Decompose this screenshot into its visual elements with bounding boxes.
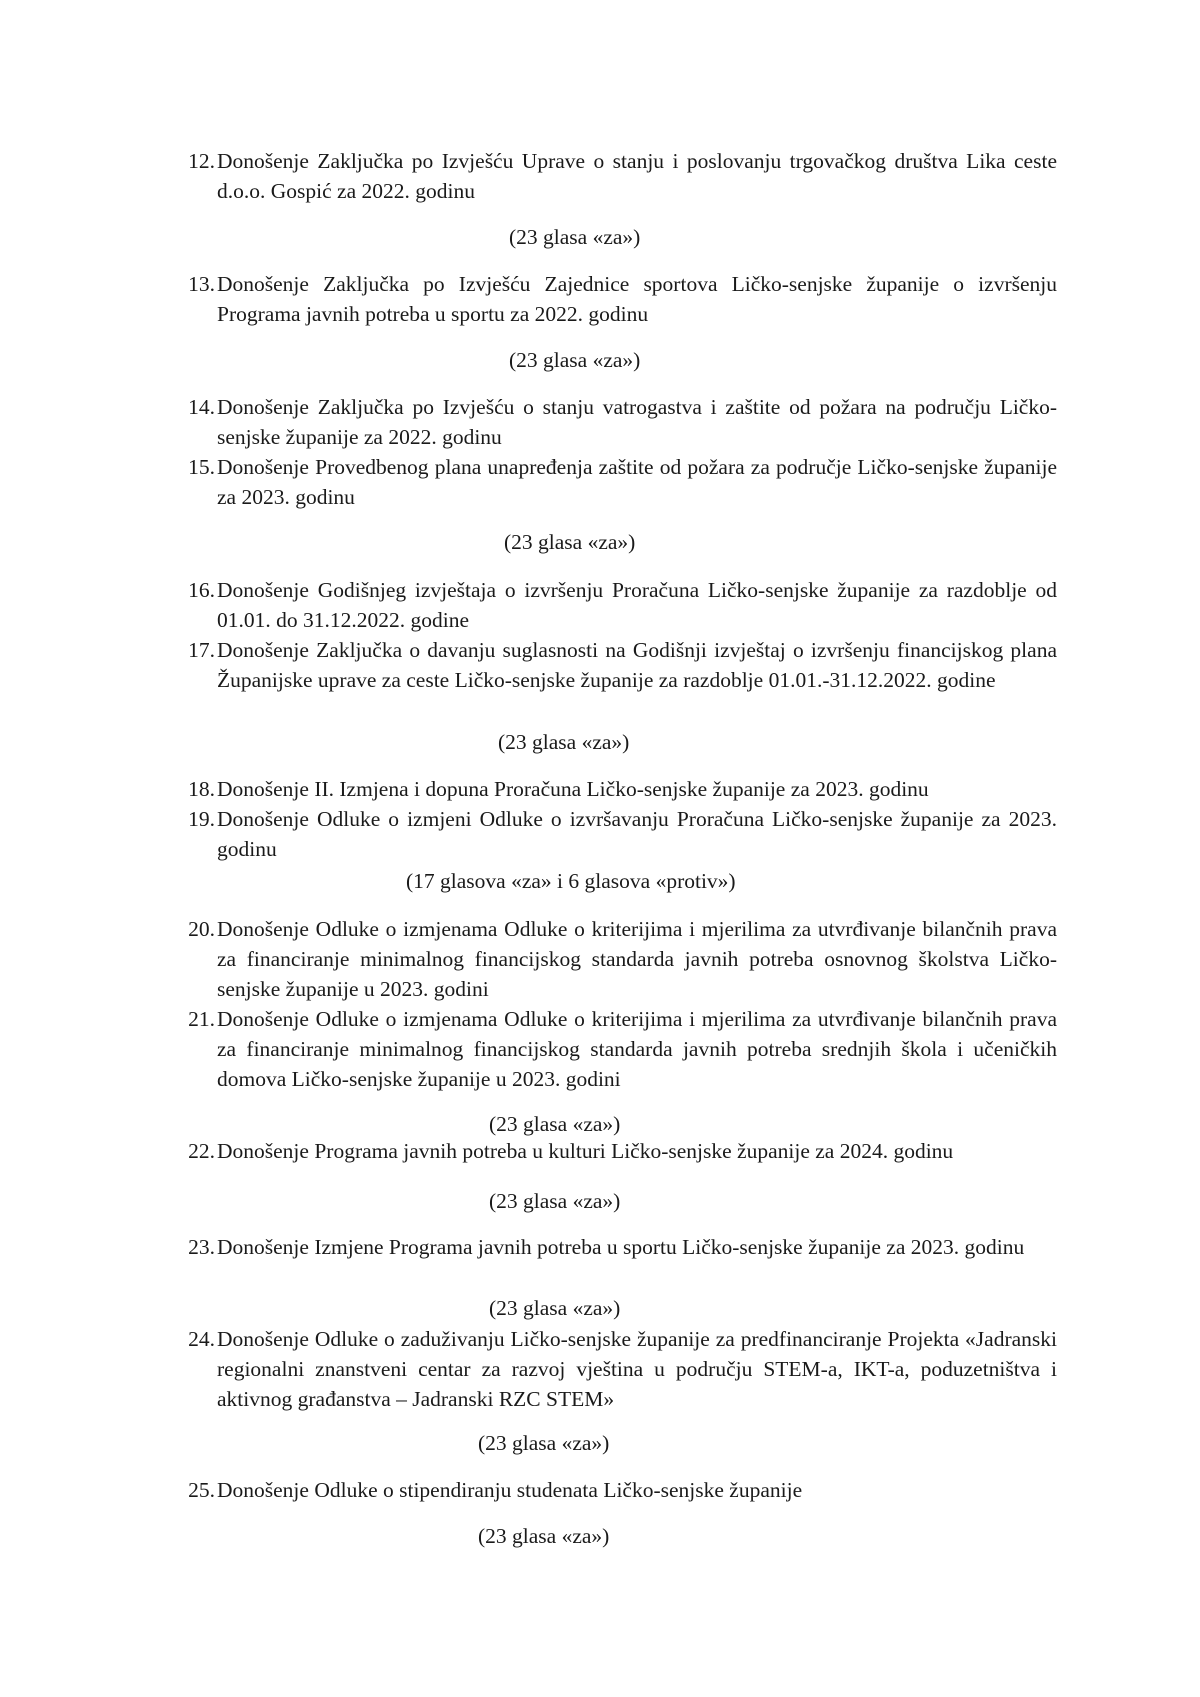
agenda-item-17 [177,635,1057,695]
agenda-item-text: Donošenje Odluke o izmjenama Odluke o kriterijima i mjerilima za utvrđivanje bilančnih prava za financiranje minimalnog financijskog standarda javnih potreba osnovnog školstva Ličko-senjske županije u 2023. godini [217,917,1057,1001]
agenda-item-24 [177,1324,1057,1414]
agenda-item-18 [177,774,1057,804]
agenda-item-number: 17. [188,638,215,662]
vote-result: (17 glasova «za» i 6 glasova «protiv») [406,869,736,893]
agenda-item-21 [177,1004,1057,1094]
agenda-item-text: Donošenje Zaključka po Izvješću o stanju vatrogastva i zaštite od požara na području Ličko-senjske županije za 2022. godinu [217,395,1057,449]
agenda-item-20 [177,914,1057,1004]
agenda-item-number: 16. [188,578,215,602]
agenda-item-text: Donošenje Odluke o izmjeni Odluke o izvršavanju Proračuna Ličko-senjske županije za 2023. godinu [217,807,1057,861]
agenda-item-text: Donošenje Godišnjeg izvještaja o izvršenju Proračuna Ličko-senjske županije za razdoblje od 01.01. do 31.12.2022. godine [217,578,1057,632]
vote-result: (23 glasa «za») [489,1189,621,1213]
agenda-item-19 [177,804,1057,864]
agenda-item-number: 24. [188,1327,215,1351]
vote-result: (23 glasa «za») [509,348,641,372]
agenda-item-text: Donošenje Provedbenog plana unapređenja zaštite od požara za područje Ličko-senjske županije za 2023. godinu [217,455,1057,509]
agenda-item-number: 21. [188,1007,215,1031]
agenda-item-text: Donošenje Odluke o izmjenama Odluke o kriterijima i mjerilima za utvrđivanje bilančnih prava za financiranje minimalnog financijskog standarda javnih potreba srednjih škola i učeničkih domova Ličko-senjske županije u 2023. godini [217,1007,1057,1091]
agenda-item-12 [177,146,1057,206]
agenda-item-14 [177,392,1057,452]
agenda-item-15 [177,452,1057,512]
agenda-item-text: Donošenje II. Izmjena i dopuna Proračuna Ličko-senjske županije za 2023. godinu [217,777,929,801]
agenda-item-23 [177,1232,1057,1262]
agenda-item-number: 15. [188,455,215,479]
agenda-item-text: Donošenje Izmjene Programa javnih potreba u sportu Ličko-senjske županije za 2023. godinu [217,1235,1025,1259]
agenda-item-number: 25. [188,1478,215,1502]
agenda-item-number: 19. [188,807,215,831]
vote-result: (23 glasa «za») [504,530,636,554]
agenda-item-number: 23. [188,1235,215,1259]
agenda-item-text: Donošenje Odluke o zaduživanju Ličko-senjske županije za predfinanciranje Projekta «Jadranski regionalni znanstveni centar za razvoj vještina u području STEM-a, IKT-a, poduzetništva i aktivnog građanstva – Jadranski RZC STEM» [217,1327,1057,1411]
agenda-item-13 [177,269,1057,329]
agenda-item-25 [177,1475,1057,1505]
agenda-item-number: 13. [188,272,215,296]
vote-result: (23 glasa «za») [509,225,641,249]
agenda-item-text: Donošenje Zaključka o davanju suglasnosti na Godišnji izvještaj o izvršenju financijskog plana Županijske uprave za ceste Ličko-senjske županije za razdoblje 01.01.-31.12.2022. godine [217,638,1057,692]
agenda-item-text: Donošenje Zaključka po Izvješću Zajednice sportova Ličko-senjske županije o izvršenju Programa javnih potreba u sportu za 2022. godinu [217,272,1057,326]
agenda-item-number: 20. [188,917,215,941]
agenda-item-number: 22. [188,1139,215,1163]
agenda-item-number: 12. [188,149,215,173]
agenda-item-number: 14. [188,395,215,419]
vote-result: (23 glasa «za») [478,1431,610,1455]
agenda-item-text: Donošenje Zaključka po Izvješću Uprave o stanju i poslovanju trgovačkog društva Lika ceste d.o.o. Gospić za 2022. godinu [217,149,1057,203]
agenda-item-text: Donošenje Odluke o stipendiranju studenata Ličko-senjske županije [217,1478,803,1502]
vote-result: (23 glasa «za») [489,1296,621,1320]
vote-result: (23 glasa «za») [478,1524,610,1548]
agenda-item-16 [177,575,1057,635]
agenda-item-text: Donošenje Programa javnih potreba u kulturi Ličko-senjske županije za 2024. godinu [217,1139,954,1163]
agenda-item-number: 18. [188,777,215,801]
agenda-item-22 [177,1136,1057,1166]
vote-result: (23 glasa «za») [498,730,630,754]
vote-result: (23 glasa «za») [489,1112,621,1136]
